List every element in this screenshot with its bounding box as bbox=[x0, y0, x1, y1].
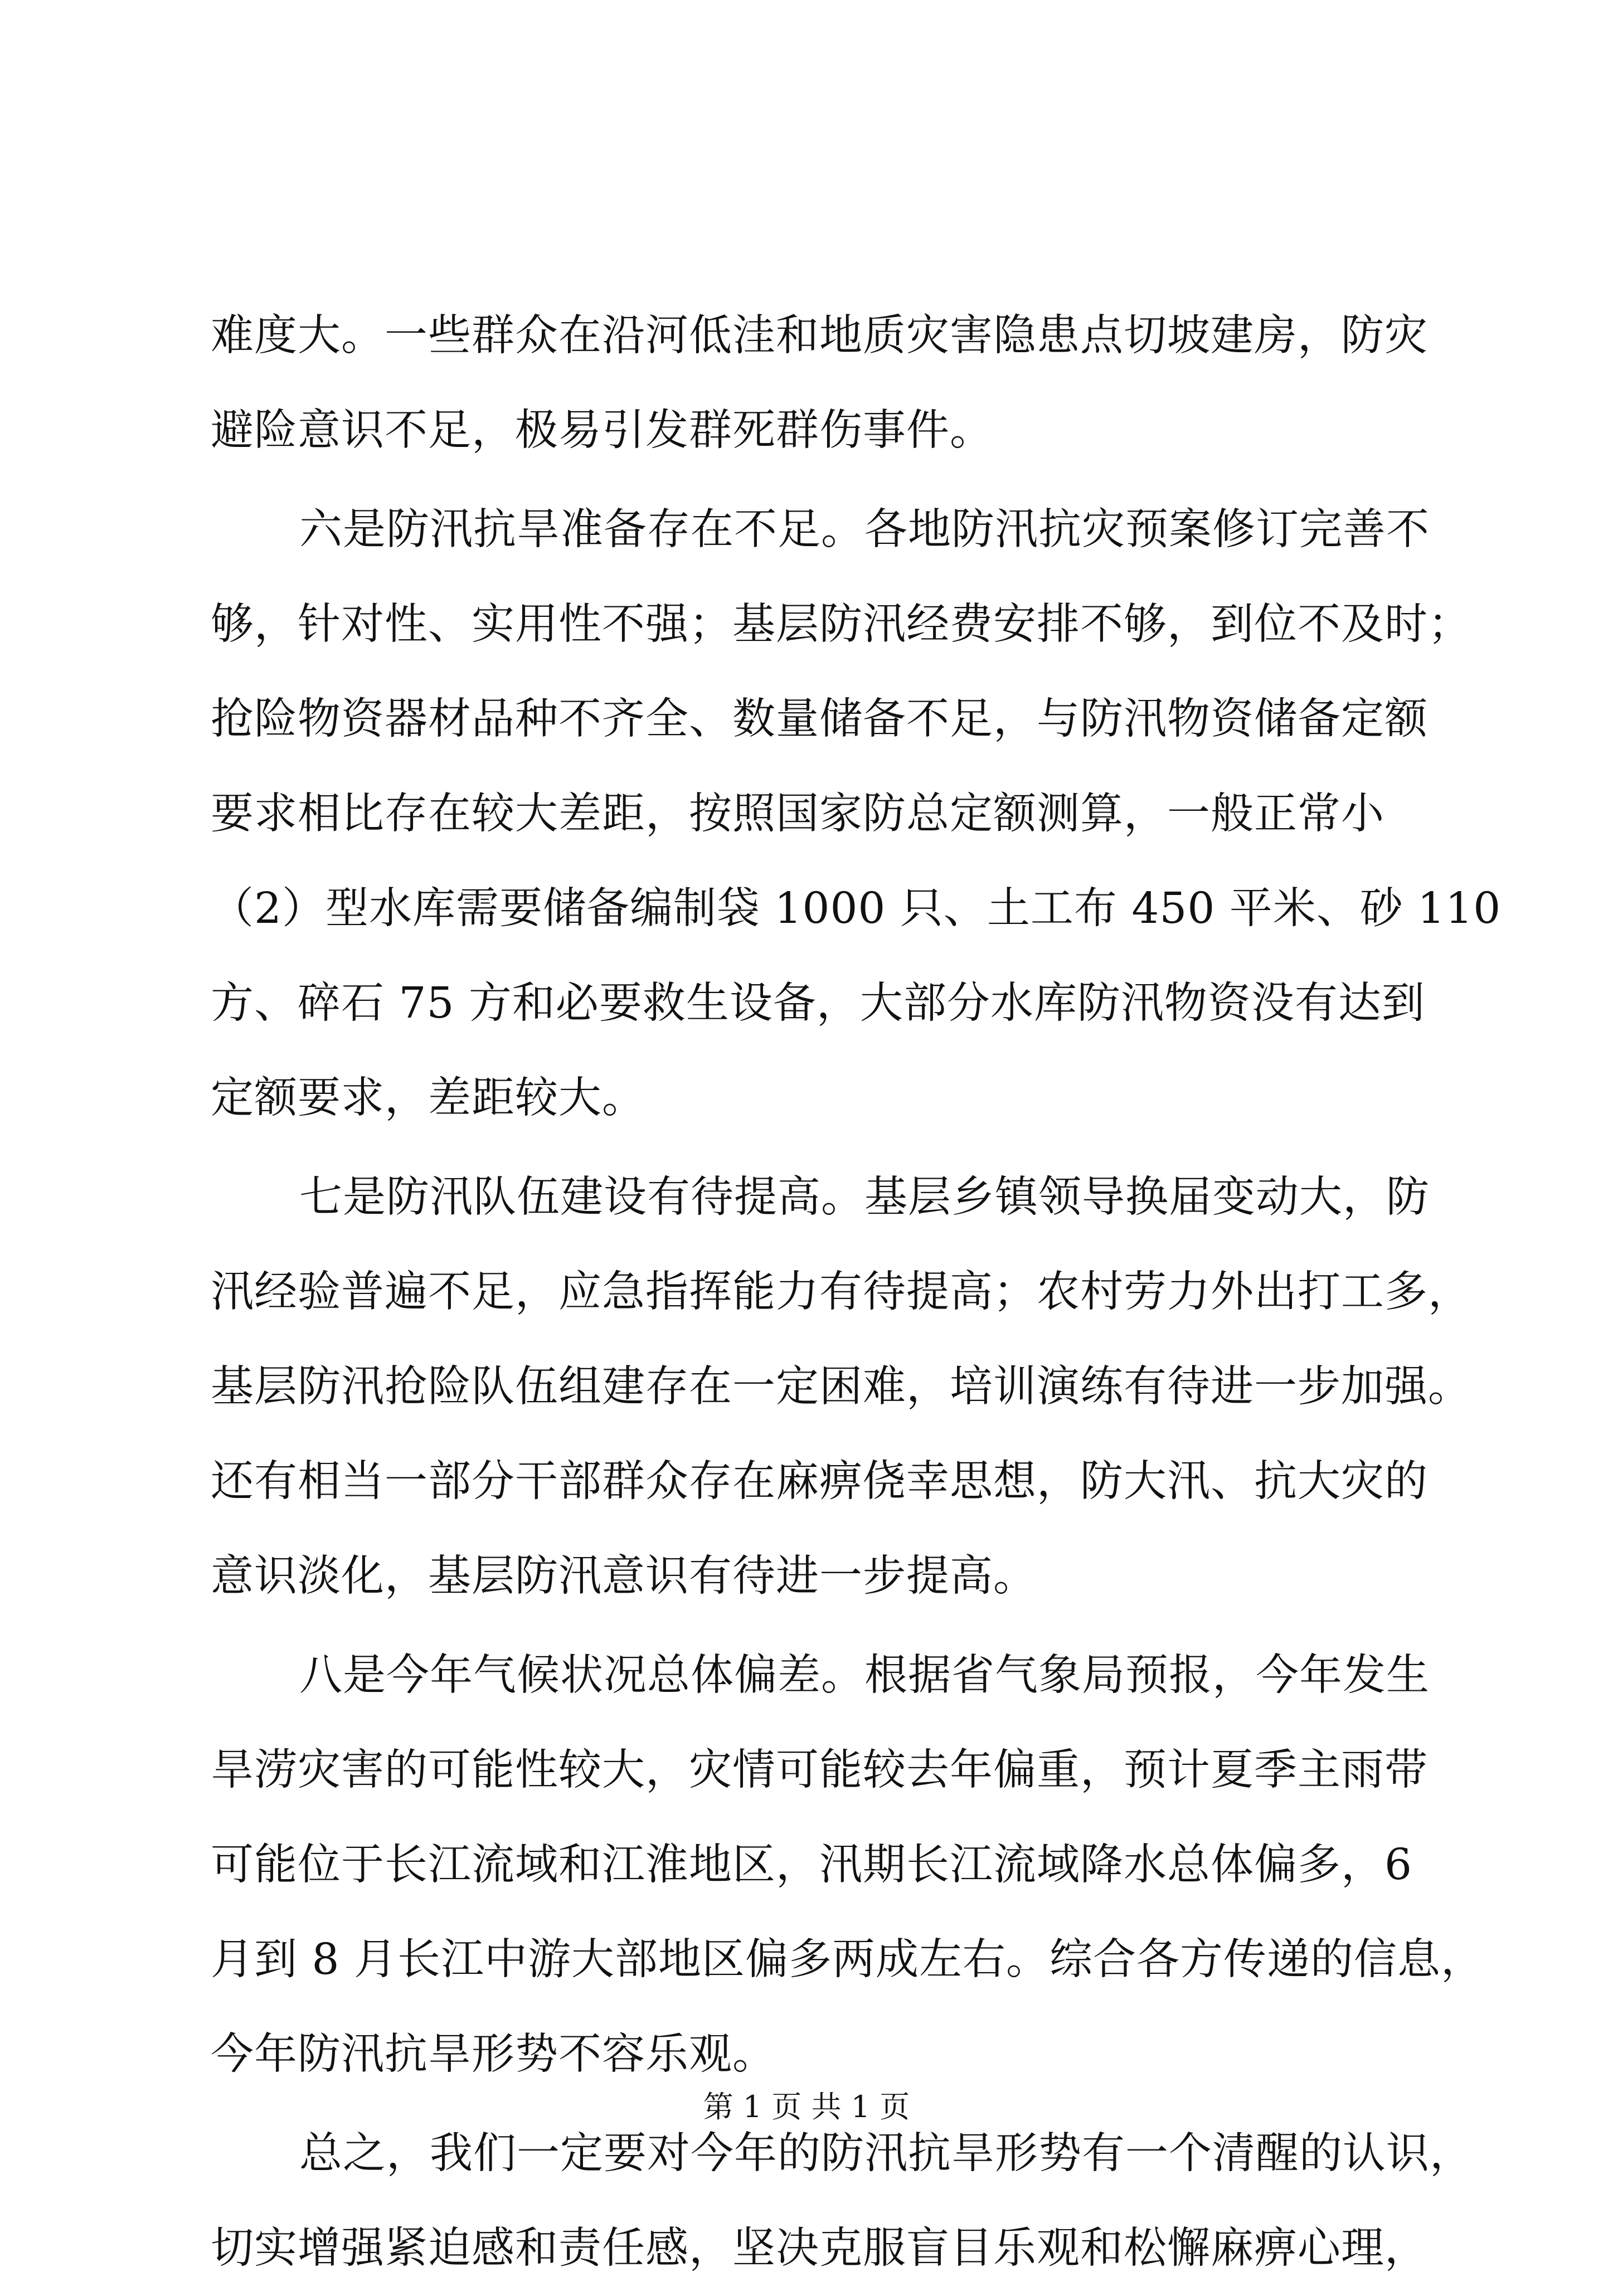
text-line: 要求相比存在较大差距，按照国家防总定额测算，一般正常小 bbox=[211, 789, 1384, 839]
text-line: 基层防汛抢险队伍组建存在一定困难，培训演练有待进一步加强。 bbox=[211, 1362, 1471, 1412]
paragraph-eight bbox=[211, 1628, 1484, 2102]
text-line: （2）型水库需要储备编制袋 1000 只、土工布 450 平米、砂 110 bbox=[211, 884, 1502, 933]
text-line: 意识淡化，基层防汛意识有待进一步提高。 bbox=[211, 1551, 1037, 1601]
text-line: 切实增强紧迫感和责任感，坚决克服盲目乐观和松懈麻痹心理， bbox=[211, 2224, 1428, 2273]
page-footer: 第 1 页 共 1 页 bbox=[703, 2089, 910, 2124]
text-line: 够，针对性、实用性不强；基层防汛经费安排不够，到位不及时； bbox=[211, 600, 1471, 649]
text-line: 七是防汛队伍建设有待提高。基层乡镇领导换届变动大，防 bbox=[299, 1173, 1430, 1222]
text-line: 难度大。一些群众在沿河低洼和地质灾害隐患点切坡建房，防灾 bbox=[211, 311, 1428, 361]
paragraph-six bbox=[211, 483, 1502, 1146]
paragraph-seven bbox=[211, 1150, 1471, 1624]
text-line: 避险意识不足，极易引发群死群伤事件。 bbox=[211, 406, 993, 455]
text-line: 旱涝灾害的可能性较大，灾情可能较去年偏重，预计夏季主雨带 bbox=[211, 1745, 1428, 1795]
document-body bbox=[211, 289, 1502, 2296]
text-line: 汛经验普遍不足，应急指挥能力有待提高；农村劳力外出打工多， bbox=[211, 1267, 1471, 1317]
text-line: 方、碎石 75 方和必要救生设备，大部分水库防汛物资没有达到 bbox=[211, 979, 1425, 1028]
text-line: 八是今年气候状况总体偏差。根据省气象局预报，今年发生 bbox=[299, 1651, 1430, 1700]
text-line: 可能位于长江流域和江淮地区，汛期长江流域降水总体偏多，6 bbox=[211, 1840, 1412, 1890]
text-line: 月到 8 月长江中游大部地区偏多两成左右。综合各方传递的信息， bbox=[211, 1935, 1484, 1984]
paragraph-continuation bbox=[211, 289, 1428, 478]
text-line: 总之，我们一定要对今年的防汛抗旱形势有一个清醒的认识， bbox=[299, 2129, 1473, 2178]
text-line: 今年防汛抗旱形势不容乐观。 bbox=[211, 2030, 776, 2079]
text-line: 六是防汛抗旱准备存在不足。各地防汛抗灾预案修订完善不 bbox=[299, 505, 1430, 554]
text-line: 抢险物资器材品种不齐全、数量储备不足，与防汛物资储备定额 bbox=[211, 694, 1428, 744]
paragraph-conclusion bbox=[211, 2107, 1473, 2296]
text-line: 定额要求，差距较大。 bbox=[211, 1073, 645, 1123]
text-line: 还有相当一部分干部群众存在麻痹侥幸思想，防大汛、抗大灾的 bbox=[211, 1457, 1428, 1506]
